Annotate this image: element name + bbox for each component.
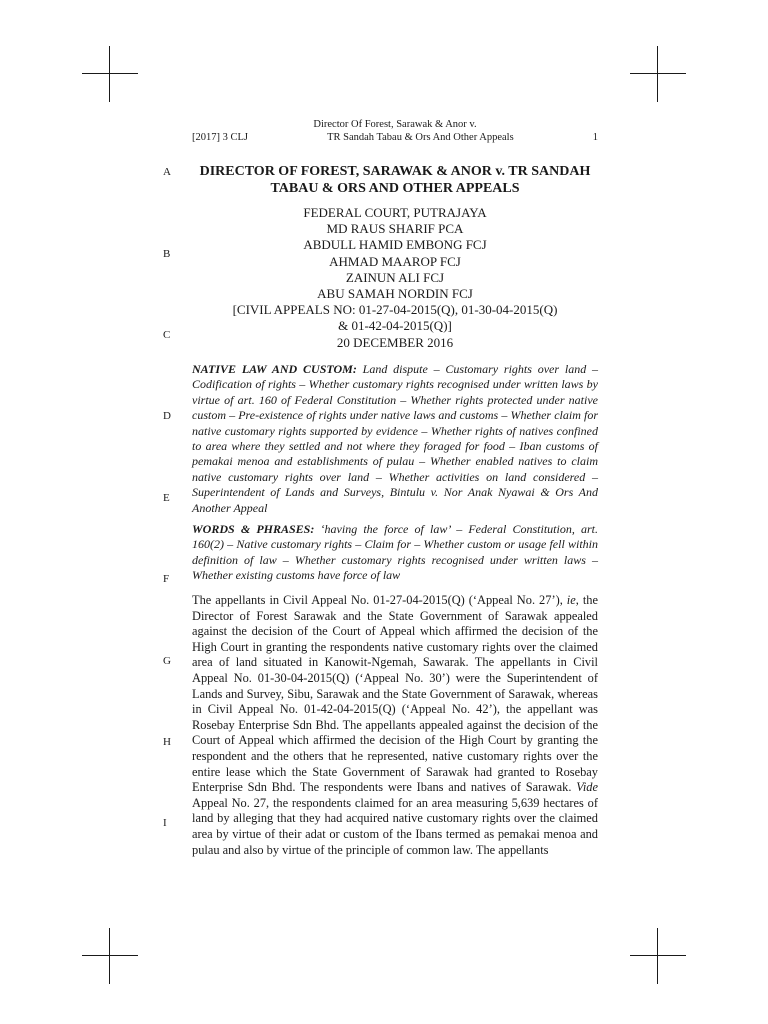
headnote [192,362,598,516]
margin-letter: G [163,655,171,667]
margin-letter: E [163,492,170,504]
headnote-text: ‘having the force of law’ – Federal Constitution, art. 160(2) – Native customary rights – Claim for – Whether custom or usage fell within definition of law – Whether customary rights recognised under written laws – Whether existing customs have force of law [192,522,599,583]
crop-mark [109,46,110,102]
header-parties: Director Of Forest, Sarawak & Anor v. [313,119,477,130]
court-name: FEDERAL COURT, PUTRAJAYA [303,205,487,220]
summary-text: , the Director of Forest Sarawak and the State Government of Sarawak appealed against the decision of the Court of Appeal which affirmed the decision of the High Court in granting the respondents native customary rights over the claimed area of land situated in Kanowit-Ngemah, Sawarak. The appellants in Civil Appeal No. 01-30-04-2015(Q) (‘Appeal No. 30’) were the Superintendent of Lands and Survey, Sibu, Sarawak and the State Government of Sarawak, whereas in Civil Appeal No. 01-42-04-2015(Q) (‘Appeal No. 42’), the appellant was Rosebay Enterprise Sdn Bhd. The appellants appealed against the decision of the Court of Appeal which affirmed the decision of the High Court by granting the respondent and the others that he represented, native customary rights over the entire lease which the State Government of Sarawak had granted to Rosebay Enterprise Sdn Bhd. The respondents were Ibans and natives of Sarawak. [192,593,598,795]
appeal-numbers-continued: & 01-42-04-2015(Q)] [338,318,452,334]
crop-mark [657,46,658,102]
margin-letter: D [163,410,171,422]
summary-reference: Vide [576,780,598,795]
running-header [192,118,598,144]
headnote-category: NATIVE LAW AND CUSTOM: [192,362,357,376]
court-block [192,205,598,351]
margin-letter: F [163,573,170,585]
case-title: DIRECTOR OF FOREST, SARAWAK & ANOR v. TR SANDAH TABAU & ORS AND OTHER APPEALS [199,164,591,196]
margin-letter: B [163,248,171,260]
crop-mark [82,955,138,956]
headnote-category: WORDS & PHRASES: [192,522,315,536]
crop-mark [657,928,658,984]
margin-letter: C [163,329,171,341]
header-citation: [2017] 3 CLJ [192,132,248,143]
header-parties-continued: TR Sandah Tabau & Ors And Other Appeals [327,132,514,143]
judge-name: ABU SAMAH NORDIN FCJ [317,286,473,302]
headnote [192,522,598,584]
margin-letter: A [163,166,171,178]
page-number: 1 [592,132,598,143]
judge-name: ZAINUN ALI FCJ [345,269,445,285]
judge-name: ABDULL HAMID EMBONG FCJ [303,237,487,253]
summary-text: The appellants in Civil Appeal No. 01-27-04-2015(Q) (‘Appeal No. 27’), [192,593,563,607]
crop-mark [630,955,686,956]
case-summary [192,593,598,858]
judge-name: AHMAD MAAROP FCJ [329,253,461,269]
summary-text: Appeal No. 27, the respondents claimed for an area measuring 5,639 hectares of land by alleging that they had acquired native customary rights over the claimed area by virtue of their adat or custom of the Ibans termed as pemakai menoa and pulau and also by virtue of the principle of common law. The appellants [192,795,598,857]
judgment-date: 20 DECEMBER 2016 [336,334,454,350]
judge-name: MD RAUS SHARIF PCA [326,221,464,237]
margin-letter: I [163,817,167,829]
crop-mark [109,928,110,984]
crop-mark [82,73,138,74]
summary-abbreviation: ie [566,593,576,607]
headnote-text: Land dispute – Customary rights over land – Codification of rights – Whether customary rights recognised under written laws by virtue of art. 160 of Federal Constitution – Whether rights protected under native custom – Pre-existence of rights under native laws and customs – Whether claim for native customary rights supported by evidence – Whether rights of natives confined to area where they settled and not where they foraged for food – Iban customs of pemakai menoa and establishments of pulau – Whether enabled natives to claim native customary rights over land – Whether activities on land considered – Superintendent of Lands and Surveys, Bintulu v. Nor Anak Nyawai & Ors And Another Appeal [192,362,598,515]
crop-mark [630,73,686,74]
appeal-numbers: [CIVIL APPEALS NO: 01-27-04-2015(Q), 01-30-04-2015(Q) [232,302,558,318]
margin-letter: H [163,736,171,748]
